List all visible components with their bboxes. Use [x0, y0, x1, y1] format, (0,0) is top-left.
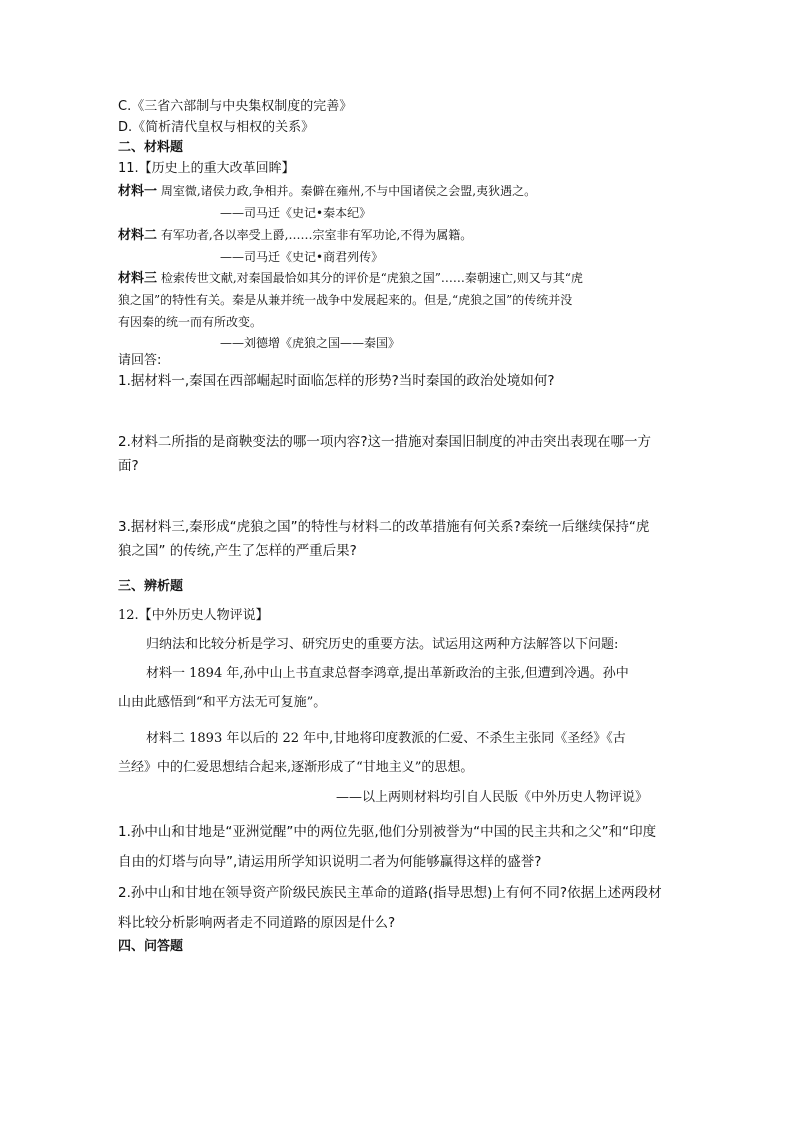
- section-heading-qa: 四、问答题: [118, 939, 184, 954]
- section-heading-analysis: 三、辨析题: [118, 579, 184, 594]
- question-11-1: 1.据材料一,秦国在西部崛起时面临怎样的形势?当时秦国的政治处境如何?: [118, 373, 555, 389]
- material-1-text: 周室微,诸侯力政,争相并。秦僻在雍州,不与中国诸侯之会盟,夷狄遇之。: [157, 184, 537, 198]
- question-12-1-line-2: 自由的灯塔与向导”,请运用所学知识说明二者为何能够赢得这样的盛誉?: [118, 854, 542, 870]
- question-11-2-line-2: 面?: [118, 458, 139, 474]
- material-2: [118, 226, 472, 245]
- material-3-label: 材料三: [118, 271, 158, 286]
- material-3: [118, 269, 583, 288]
- question-11-3-line-2: 狼之国” 的传统,产生了怎样的严重后果?: [118, 543, 357, 559]
- option-c: C.《三省六部制与中央集权制度的完善》: [118, 99, 353, 114]
- material-1: [118, 182, 536, 201]
- q12-source: ——以上两则材料均引自人民版《中外历史人物评说》: [336, 790, 649, 805]
- material-3-line-2: 狼之国”的特性有关。秦是从兼并统一战争中发展起来的。但是,“虎狼之国”的传统并没: [118, 293, 573, 307]
- question-11-3-line-1: 3.据材料三,秦形成“虎狼之国”的特性与材料二的改革措施有何关系?秦统一后继续保持“虎: [118, 519, 650, 535]
- question-12-title: 12.【中外历史人物评说】: [118, 608, 269, 623]
- option-d: D.《简析清代皇权与相权的关系》: [118, 120, 315, 135]
- q12-material-2-line-2: 兰经》中的仁爱思想结合起来,逐渐形成了“甘地主义”的思想。: [118, 760, 474, 775]
- question-11-title: 11.【历史上的重大改革回眸】: [118, 161, 295, 176]
- question-12-2-line-1: 2.孙中山和甘地在领导资产阶级民族民主革命的道路(指导思想)上有何不同?依据上述两段材: [118, 885, 662, 901]
- q12-material-1-line-2: 山由此感悟到“和平方法无可复施”。: [118, 695, 327, 710]
- q12-intro: 归纳法和比较分析是学习、研究历史的重要方法。试运用这两种方法解答以下问题:: [146, 637, 619, 652]
- material-2-source: ——司马迁《史记•商君列传》: [220, 250, 384, 264]
- question-12-2-line-2: 料比较分析影响两者走不同道路的原因是什么?: [118, 915, 396, 931]
- q12-material-1-line-1: 材料一 1894 年,孙中山上书直隶总督李鸿章,提出革新政治的主张,但遭到冷遇。孙中: [146, 666, 629, 681]
- material-1-label: 材料一: [118, 184, 158, 199]
- material-3-source: ——刘德增《虎狼之国——秦国》: [220, 336, 401, 350]
- question-12-1-line-1: 1.孙中山和甘地是“亚洲觉醒”中的两位先驱,他们分别被誉为“中国的民主共和之父”和“印度: [118, 824, 657, 840]
- please-answer: 请回答:: [118, 353, 162, 368]
- material-1-source: ——司马迁《史记•秦本纪》: [220, 206, 372, 220]
- material-2-text: 有军功者,各以率受上爵,……宗室非有军功论,不得为属籍。: [157, 228, 473, 242]
- material-3-line-1: 检索传世文献,对秦国最恰如其分的评价是“虎狼之国”……秦朝速亡,则又与其“虎: [157, 271, 583, 285]
- question-11-2-line-1: 2.材料二所指的是商鞅变法的哪一项内容?这一措施对秦国旧制度的冲击突出表现在哪一方: [118, 434, 652, 450]
- material-3-line-3: 有因秦的统一而有所改变。: [118, 315, 263, 329]
- q12-material-2-line-1: 材料二 1893 年以后的 22 年中,甘地将印度教派的仁爱、不杀生主张同《圣经》《古: [146, 731, 626, 746]
- material-2-label: 材料二: [118, 228, 158, 243]
- section-heading-materials: 二、材料题: [118, 140, 184, 155]
